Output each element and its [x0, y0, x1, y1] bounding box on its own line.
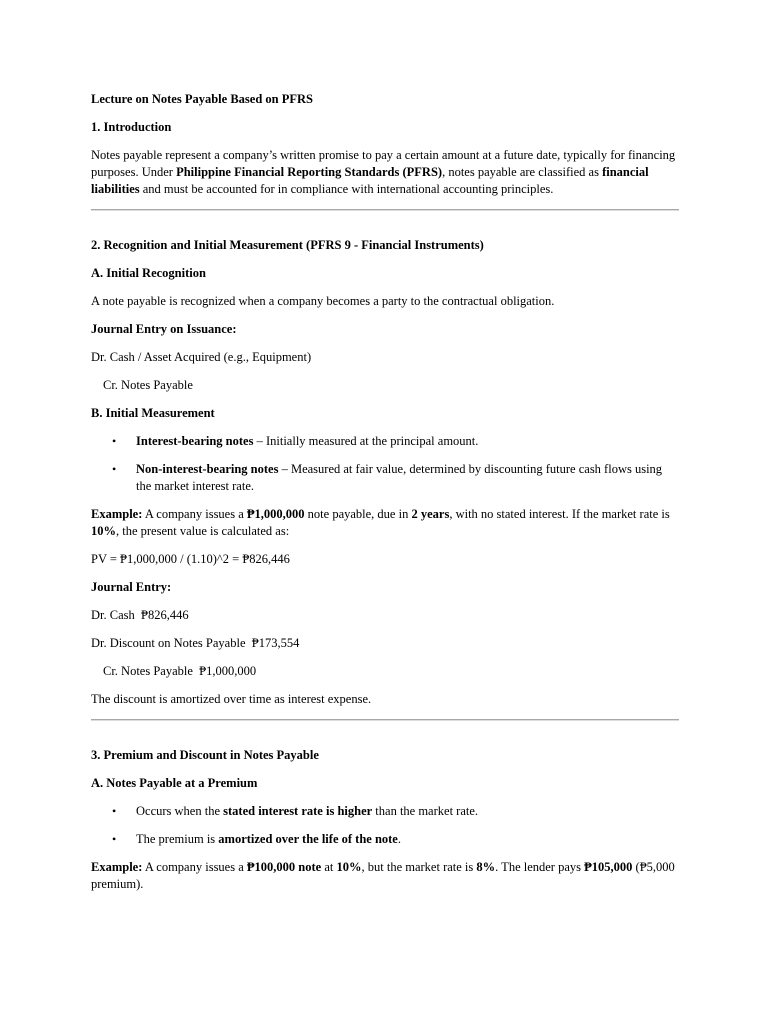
- intro-text-3: and must be accounted for in compliance with international accounting principles.: [139, 182, 554, 196]
- bullet-bold-text: amortized over the life of the note: [218, 832, 398, 846]
- section-2-heading: 2. Recognition and Initial Measurement (PFRS 9 - Financial Instruments): [91, 238, 484, 252]
- example-term-bold: 2 years: [411, 507, 450, 521]
- section-3-heading: 3. Premium and Discount in Notes Payable: [91, 748, 319, 762]
- bullet-text: than the market rate.: [372, 804, 479, 818]
- present-value-formula: PV = ₱1,000,000 / (1.10)^2 = ₱826,446: [91, 552, 290, 566]
- example-label: Example:: [91, 860, 143, 874]
- example-text: at: [321, 860, 337, 874]
- bullet-icon: •: [112, 804, 117, 818]
- journal-entry-debit-discount: Dr. Discount on Notes Payable ₱173,554: [91, 636, 300, 650]
- list-item: [91, 803, 679, 820]
- list-item: [91, 831, 679, 848]
- bullet-icon: •: [112, 434, 117, 448]
- section-2a-heading: A. Initial Recognition: [91, 266, 206, 280]
- journal-entry-credit-notes: Cr. Notes Payable ₱1,000,000: [103, 664, 257, 678]
- bullet-text: The premium is: [136, 832, 219, 846]
- example-paragraph-1: [91, 506, 679, 540]
- example-text: note payable, due in: [304, 507, 412, 521]
- bullet-bold-text: stated interest rate is higher: [223, 804, 373, 818]
- example-text: . The lender pays: [495, 860, 585, 874]
- section-3a-heading: A. Notes Payable at a Premium: [91, 776, 258, 790]
- example-text: , but the market rate is: [361, 860, 477, 874]
- intro-pfrs-bold: Philippine Financial Reporting Standards (PFRS): [176, 165, 443, 179]
- document-page: [91, 91, 679, 893]
- example-amount-bold: ₱1,000,000: [246, 507, 305, 521]
- example-market-rate-bold: 8%: [476, 860, 496, 874]
- bullet-bold-text: Non-interest-bearing notes: [136, 462, 279, 476]
- intro-paragraph: [91, 147, 679, 198]
- example-rate-bold: 10%: [91, 524, 116, 538]
- section-1-heading: 1. Introduction: [91, 120, 172, 134]
- journal-entry-issuance-debit: Dr. Cash / Asset Acquired (e.g., Equipment): [91, 350, 312, 364]
- example-label: Example:: [91, 507, 143, 521]
- example-paragraph-2: [91, 859, 679, 893]
- example-price-bold: ₱105,000: [584, 860, 633, 874]
- intro-text-2: , notes payable are classified as: [442, 165, 603, 179]
- section-2b-heading: B. Initial Measurement: [91, 406, 215, 420]
- example-text: A company issues a: [142, 860, 247, 874]
- premium-bullet-list: [91, 803, 679, 848]
- bullet-text: .: [397, 832, 401, 846]
- example-text: , the present value is calculated as:: [116, 524, 290, 538]
- list-item: [91, 433, 679, 450]
- divider-1: [91, 209, 679, 211]
- bullet-text: Occurs when the: [136, 804, 224, 818]
- journal-entry-issuance-label: Journal Entry on Issuance:: [91, 322, 237, 336]
- journal-entry-debit-cash: Dr. Cash ₱826,446: [91, 608, 189, 622]
- journal-entry-label: Journal Entry:: [91, 580, 172, 594]
- journal-entry-issuance-credit: Cr. Notes Payable: [103, 378, 193, 392]
- measurement-bullet-list: [91, 433, 679, 495]
- list-item: [91, 461, 679, 495]
- example-text: (₱5,000 premium).: [91, 860, 675, 891]
- example-text: , with no stated interest. If the market rate is: [449, 507, 670, 521]
- amortization-note: The discount is amortized over time as interest expense.: [91, 692, 372, 706]
- intro-financial-liabilities-bold: financial liabilities: [91, 165, 649, 196]
- bullet-icon: •: [112, 462, 117, 476]
- example-text: A company issues a: [142, 507, 247, 521]
- bullet-text: – Initially measured at the principal amount.: [253, 434, 479, 448]
- bullet-bold-text: Interest-bearing notes: [136, 434, 254, 448]
- example-rate-bold: 10%: [336, 860, 362, 874]
- bullet-icon: •: [112, 832, 117, 846]
- document-title: Lecture on Notes Payable Based on PFRS: [91, 92, 313, 106]
- bullet-text: – Measured at fair value, determined by discounting future cash flows using the market interest rate.: [136, 462, 663, 493]
- intro-text-1: Notes payable represent a company’s written promise to pay a certain amount at a future date, typically for financing purposes. Under: [91, 148, 676, 179]
- divider-2: [91, 719, 679, 721]
- example-amount-bold: ₱100,000 note: [246, 860, 322, 874]
- initial-recognition-text: A note payable is recognized when a company becomes a party to the contractual obligation.: [91, 294, 555, 308]
